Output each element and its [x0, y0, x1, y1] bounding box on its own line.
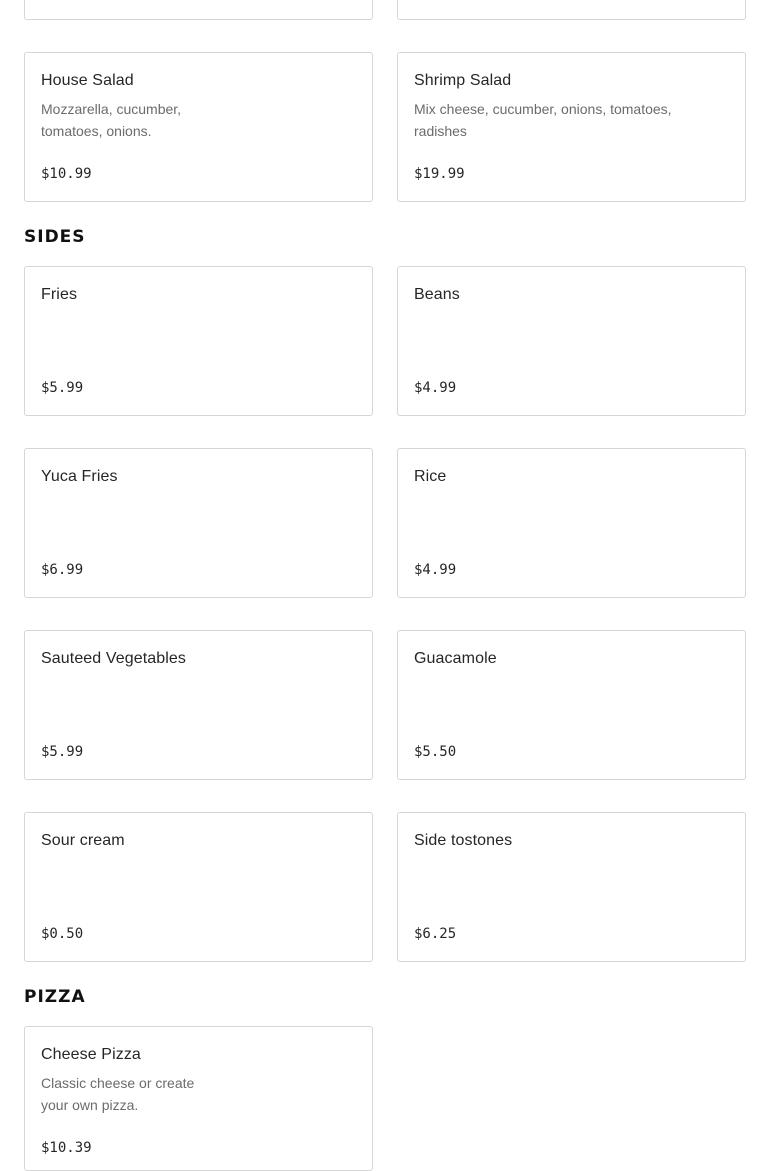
menu-item-name: House Salad — [41, 72, 134, 89]
menu-item-price: $5.50 — [414, 744, 457, 760]
menu-item-name: Sour cream — [41, 832, 125, 849]
menu-item-name: Yuca Fries — [41, 468, 118, 485]
menu-item-card[interactable] — [24, 448, 373, 598]
menu-item-price: $10.39 — [41, 1140, 92, 1156]
menu-item-card-partial[interactable] — [397, 0, 746, 20]
menu-item-card[interactable] — [24, 1026, 373, 1171]
menu-item-name: Rice — [414, 468, 447, 485]
section-title-sides: SIDES — [24, 227, 86, 247]
menu-item-name: Sauteed Vegetables — [41, 650, 187, 667]
menu-item-description: Mozzarella, cucumber, tomatoes, onions. — [41, 101, 182, 139]
menu-item-card[interactable] — [24, 630, 373, 780]
menu-item-price: $4.99 — [414, 380, 457, 396]
menu-item-name: Beans — [414, 286, 460, 303]
menu-item-card[interactable] — [24, 52, 373, 202]
section-title-pizza: PIZZA — [24, 987, 86, 1007]
menu-item-price: $5.99 — [41, 744, 84, 760]
menu-item-card[interactable] — [397, 266, 746, 416]
menu-item-name: Cheese Pizza — [41, 1046, 141, 1063]
menu-item-card[interactable] — [24, 266, 373, 416]
menu-item-card[interactable] — [397, 630, 746, 780]
menu-item-card-partial[interactable] — [24, 0, 373, 20]
menu-item-card[interactable] — [397, 448, 746, 598]
menu-item-price: $6.99 — [41, 562, 84, 578]
menu-item-name: Shrimp Salad — [414, 72, 512, 89]
menu-item-card[interactable] — [397, 812, 746, 962]
menu-item-price: $4.99 — [414, 562, 457, 578]
menu-item-description: Mix cheese, cucumber, onions, tomatoes, radishes — [414, 101, 672, 139]
menu-item-price: $19.99 — [414, 166, 465, 182]
menu-item-price: $10.99 — [41, 166, 92, 182]
menu-item-description: Classic cheese or create your own pizza. — [41, 1075, 195, 1113]
menu-item-card[interactable] — [24, 812, 373, 962]
menu-item-name: Side tostones — [414, 832, 513, 849]
menu-item-price: $0.50 — [41, 926, 84, 942]
menu-item-name: Guacamole — [414, 650, 497, 667]
menu-item-card[interactable] — [397, 52, 746, 202]
menu-item-price: $6.25 — [414, 926, 457, 942]
menu-item-name: Fries — [41, 286, 78, 303]
menu-item-price: $5.99 — [41, 380, 84, 396]
